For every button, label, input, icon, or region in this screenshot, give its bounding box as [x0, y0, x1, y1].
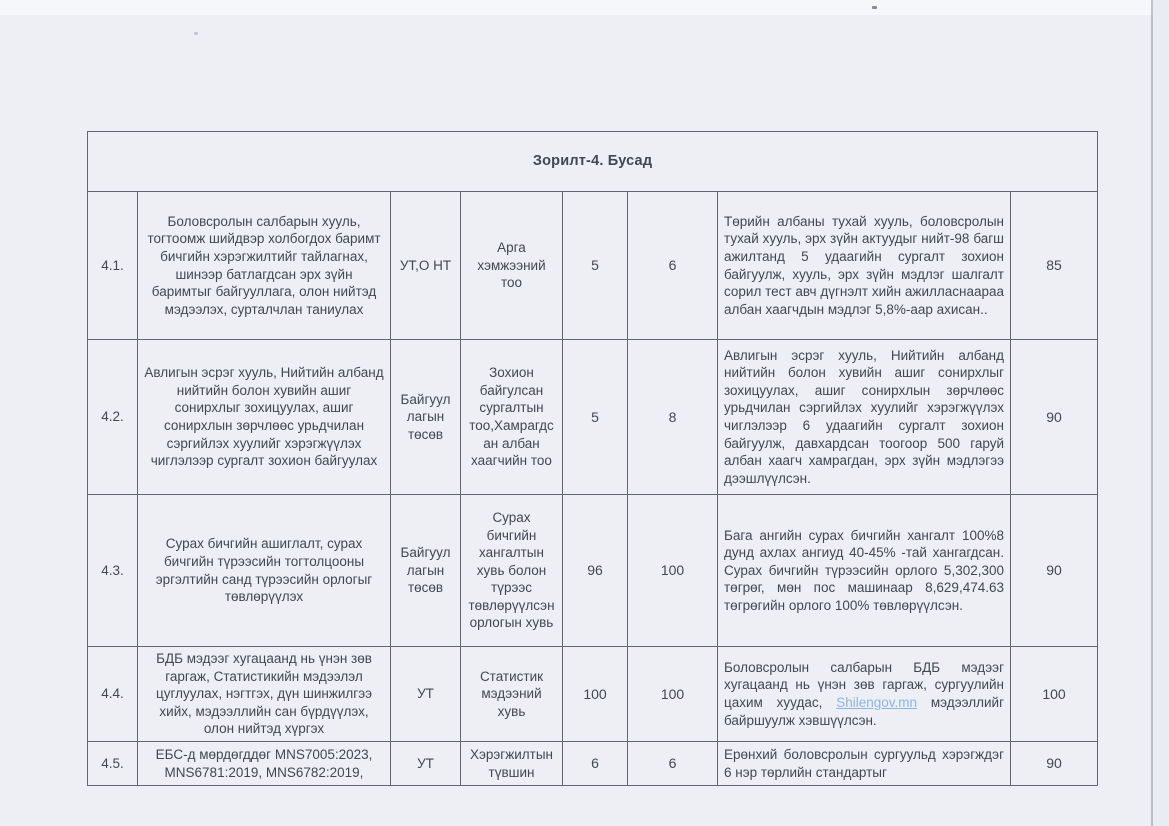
budget-source-cell: Байгууллагын төсөв	[391, 495, 461, 647]
table-title: Зорилт-4. Бусад	[88, 132, 1098, 192]
result-cell	[718, 647, 1011, 742]
table-row	[88, 340, 1098, 495]
target-value-cell: 96	[563, 495, 628, 647]
score-cell: 85	[1011, 192, 1098, 340]
result-text: Боловсролын салбарын БДБ мэдээг хугацаанд нь үнэн зөв гаргаж, сургуулийн цахим хуудас,	[724, 659, 1004, 710]
budget-source-cell: УТ,О НТ	[391, 192, 461, 340]
budget-source-cell: Байгууллагын төсөв	[391, 340, 461, 495]
actual-value-cell: 6	[628, 742, 718, 786]
actual-value-cell: 8	[628, 340, 718, 495]
score-cell: 90	[1011, 742, 1098, 786]
scan-speck	[872, 6, 877, 9]
activity-cell: Сурах бичгийн ашиглалт, сурах бичгийн түрээсийн тогтолцооны эргэлтийн санд түрээсийн орлогыг төвлөрүүлэх	[138, 495, 391, 647]
indicator-cell: Сурах бичгийн хангалтын хувь болон түрээс төвлөрүүлсэн орлогын хувь	[461, 495, 563, 647]
actual-value-cell: 100	[628, 495, 718, 647]
activity-cell: ЕБС-д мөрдөгддөг MNS7005:2023, MNS6781:2019, MNS6782:2019,	[138, 742, 391, 786]
result-cell: Авлигын эсрэг хууль, Нийтийн албанд нийтийн болон хувийн ашиг сонирхлыг зохицуулах, ашиг сонирхлын зөрчлөөс урьдчилан сэргийлэх хуулийг хэрэгжүүлэх чиглэлээр 6 удаагийн сургалт зохион байгуулж, давхардсан тоогоор 500 гаруй албан хаагч хамрагдан, эрх зүйн мэдлэгээ дээшлүүлсэн.	[718, 340, 1011, 495]
score-cell: 100	[1011, 647, 1098, 742]
scan-speck	[194, 32, 198, 35]
table-row	[88, 742, 1098, 786]
row-no-cell: 4.1.	[88, 192, 138, 340]
target-value-cell: 100	[563, 647, 628, 742]
result-text: мэдээллийг байршуулж хэвшүүлсэн.	[724, 695, 1004, 728]
activity-cell: Боловсролын салбарын хууль, тогтоомж шийдвэр холбогдох баримт бичгийн хэрэгжилтийг тайлагнах, шинээр батлагдсан эрх зүйн баримтыг байгууллага, олон нийтэд мэдээлэх, сурталчлан таниулах	[138, 192, 391, 340]
target-value-cell: 5	[563, 340, 628, 495]
scan-top-light-strip	[0, 0, 1169, 15]
indicator-cell: Зохион байгулсан сургалтын тоо,Хамрагдсан албан хаагчийн тоо	[461, 340, 563, 495]
table-row	[88, 647, 1098, 742]
row-no-cell: 4.5.	[88, 742, 138, 786]
goal-4-report-table	[87, 131, 1098, 786]
target-value-cell: 6	[563, 742, 628, 786]
score-cell: 90	[1011, 495, 1098, 647]
indicator-cell: Хэрэгжилтын түвшин	[461, 742, 563, 786]
result-cell: Бага ангийн сурах бичгийн хангалт 100%8 дунд ахлах ангиуд 40-45% -тай хангагдсан. Сурах бичгийн түрээсийн орлого 5,302,300 төгрөг, мөн пос машинаар 8,629,474.63 төгрөгийн орлого 100% төвлөрүүлсэн.	[718, 495, 1011, 647]
target-value-cell: 5	[563, 192, 628, 340]
row-no-cell: 4.3.	[88, 495, 138, 647]
budget-source-cell: УТ	[391, 742, 461, 786]
budget-source-cell: УТ	[391, 647, 461, 742]
actual-value-cell: 6	[628, 192, 718, 340]
activity-cell: БДБ мэдээг хугацаанд нь үнэн зөв гаргаж, Статистикийн мэдээлэл цуглуулах, нэгтгэх, дүн шинжилгээ хийх, мэдээллийн сан бүрдүүлэх, олон нийтэд хүргэх	[138, 647, 391, 742]
activity-cell: Авлигын эсрэг хууль, Нийтийн албанд нийтийн болон хувийн ашиг сонирхлыг зохицуулах, ашиг сонирхлын зөрчлөөс урьдчилан сэргийлэх хуулийг хэрэгжүүлэх чиглэлээр сургалт зохион байгуулах	[138, 340, 391, 495]
score-cell: 90	[1011, 340, 1098, 495]
result-cell: Ерөнхий боловсролын сургуульд хэрэгждэг 6 нэр төрлийн стандартыг	[718, 742, 1011, 786]
actual-value-cell: 100	[628, 647, 718, 742]
table-header-row	[88, 132, 1098, 192]
page-margin	[1153, 0, 1169, 826]
page-edge-shadow	[1151, 0, 1153, 826]
indicator-cell: Арга хэмжээний тоо	[461, 192, 563, 340]
indicator-cell: Статистик мэдээний хувь	[461, 647, 563, 742]
row-no-cell: 4.2.	[88, 340, 138, 495]
table-row	[88, 495, 1098, 647]
table-row	[88, 192, 1098, 340]
result-cell: Төрийн албаны тухай хууль, боловсролын тухай хууль, эрх зүйн актуудыг нийт-98 багш ажилтанд 5 удаагийн сургалт зохион байгуулж, хууль, эрх зүйн мэдлэг шалгалт сорил тест авч дүгнэлт хийн ажилласнаараа албан хаагчдын мэдлэг 5,8%-аар ахисан..	[718, 192, 1011, 340]
shilen-gov-link[interactable]: Shilengov.mn	[836, 695, 917, 710]
row-no-cell: 4.4.	[88, 647, 138, 742]
